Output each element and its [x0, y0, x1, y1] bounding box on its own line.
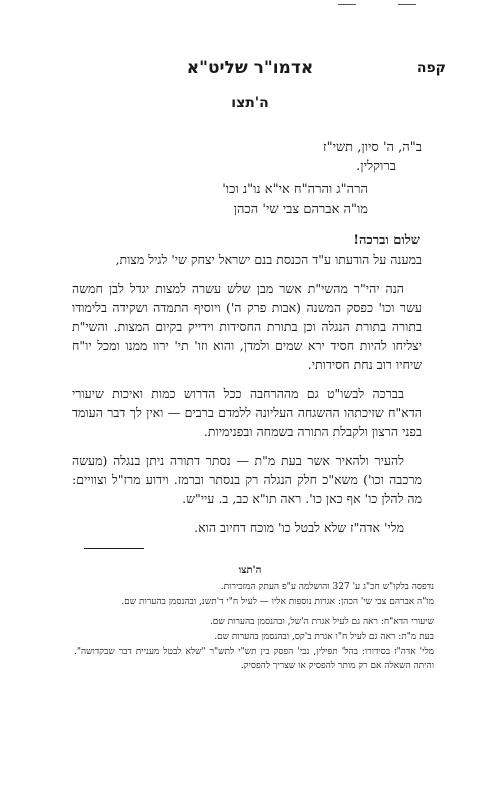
letter-location: ברוקלין.: [356, 159, 396, 174]
recipient-line: הרה"ג והרה"ח אי"א נו"נ וכו': [222, 182, 368, 197]
footnote-line: שיעורי הדא"ח: ראה גם לעיל אגרת ה'של, ובהנסמן בהערות שם.: [209, 617, 434, 627]
body-paragraph: מלי' אדה"ז שלא לבטל כו' מוכח דחיוב הוא.: [194, 520, 404, 535]
top-mark: [398, 4, 416, 5]
registration-marks: [338, 4, 416, 5]
footnote-line: נדפסה בלקו"ש חכ"ג ע' 327 והושלמה ע"פ העתק המזכירות.: [220, 582, 434, 592]
footnotes: [74, 580, 434, 674]
greeting: שלום וברכה!: [353, 233, 420, 248]
letter-number: ה'תצו: [231, 95, 269, 111]
body-paragraph: בברכה לבשו"ט גם מההרחבה ככל הדרוש כמות ואיכות שיעורי הדא"ח שזיכתהו ההשגחה העליונה ללמדם ברבים — ואין לך דבר העומד בפני הרצון ולקבלת התורה בשמחה ובפנימיות.: [72, 386, 422, 439]
letter-date: ב"ה, ה' סיון, תשי"ז: [322, 140, 422, 155]
footnote-divider: [84, 548, 144, 549]
footnote-line: מלי' אדה"ז בסידורו: בהל' תפילין, נבי' הפסק בין תש"י לתש"ר "שלא לבטל מעניית דבר שבקדושה". והיתה השאלה אם רק מותר להפסיק או שצריך להפסיק.: [74, 647, 434, 671]
body-paragraph: להעיר ולהאיר אשר בעת מ"ת — נסתר דתורה ניתן בנגלה (מעשה מרכבה וכו') משא"כ חלק הנגלה רק בנסתר וברמז. וידוע מרז"ל וצוויים: מה להלן כו' אף כאן כו'. ראה תו"א כב, ב. עיי"ש.: [72, 453, 422, 506]
letter-body: [72, 250, 422, 547]
page-title: אדמו"ר שליט"א: [186, 58, 314, 78]
recipient-block: [222, 180, 368, 220]
letter-dateline: [323, 138, 422, 176]
footnote-line: מו"ה אברהם צבי שי' הכהן: אגרות נוספות אליו — לעיל ח"י ד'תשנ, ובהנסמן בהערות שם.: [121, 597, 434, 607]
top-mark: [338, 4, 356, 5]
body-paragraph: במענה על הודעתו ע"ד הכנסת בנם ישראל יצחק שי' לגיל מצות,: [115, 252, 422, 267]
notes-heading: ה'תצו: [238, 565, 262, 576]
page-number: קפה: [416, 60, 446, 76]
recipient-line: מו"ה אברהם צבי שי' הכהן: [233, 202, 368, 217]
footnote-line: בעת מ"ת: ראה גם לעיל ח"ו אגרת ב'קס, ובהנסמן בהערות שם.: [214, 632, 434, 642]
body-paragraph: הנה יהי"ר מהשי"ת אשר מבן שלש עשרה למצות יגדל לבן חמשה עשר וכו' כפסק המשנה (אבות פרק ה') ויוסיף התמדה ושקידה בלימודו בתורה בתורת הנגלה וכן בתורת החסידות וידייק בקיום המצות. והשי"ת יצליחו להיות חסיד ירא שמים ולמדן, והוא וזו' תי' ירוו ממנו ומכל יו"ח שיחיו רוב נחת חסידותי.: [72, 281, 422, 372]
